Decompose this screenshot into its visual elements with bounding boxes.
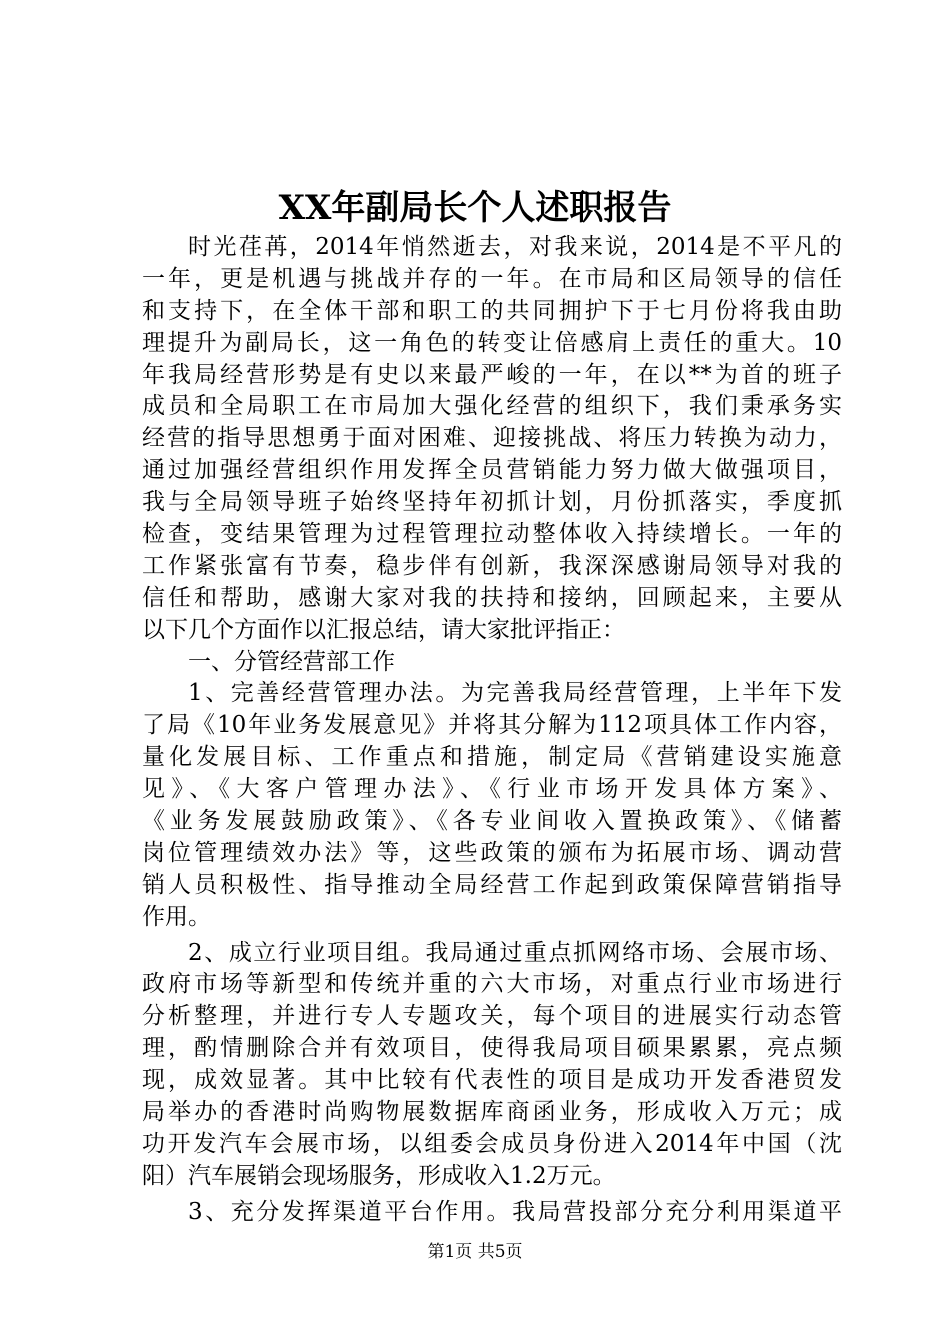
body-line: 作用。: [142, 903, 211, 930]
body-line: 量化发展目标、工作重点和措施，制定局《营销建设实施意: [142, 744, 842, 771]
body-line: 见》、《大客户管理办法》、《行业市场开发具体方案》、: [142, 776, 842, 803]
body-line: 和支持下，在全体干部和职工的共同拥护下于七月份将我由助: [142, 297, 842, 324]
body-line: 了局《10年业务发展意见》并将其分解为112项具体工作内容，: [142, 712, 842, 739]
body-line: 信任和帮助，感谢大家对我的扶持和接纳，回顾起来，主要从: [142, 584, 842, 611]
body-line: 政府市场等新型和传统并重的六大市场，对重点行业市场进行: [142, 971, 842, 998]
body-line: 我与全局领导班子始终坚持年初抓计划，月份抓落实，季度抓: [142, 489, 842, 516]
page-footer: 第1页 共5页: [427, 1242, 523, 1262]
body-line: 现，成效显著。其中比较有代表性的项目是成功开发香港贸发: [142, 1067, 842, 1094]
body-line: 销人员积极性、指导推动全局经营工作起到政策保障营销指导: [142, 871, 842, 898]
body-line: 检查，变结果管理为过程管理拉动整体收入持续增长。一年的: [142, 521, 842, 548]
body-line: 3、充分发挥渠道平台作用。我局营投部分充分利用渠道平: [188, 1198, 842, 1225]
body-line: 《业务发展鼓励政策》、《各专业间收入置换政策》、《储蓄: [142, 808, 842, 835]
document-body: [142, 232, 842, 1229]
body-line: 一年，更是机遇与挑战并存的一年。在市局和区局领导的信任: [142, 265, 842, 292]
body-line: 1、完善经营管理办法。为完善我局经营管理，上半年下发: [188, 680, 842, 707]
body-line: 阳）汽车展销会现场服务，形成收入1.2万元。: [142, 1162, 616, 1189]
body-line: 工作紧张富有节奏，稳步伴有创新，我深深感谢局领导对我的: [142, 552, 842, 579]
body-line: 经营的指导思想勇于面对困难、迎接挑战、将压力转换为动力，: [142, 425, 842, 452]
body-line: 以下几个方面作以汇报总结，请大家批评指正：: [142, 616, 625, 643]
body-line: 局举办的香港时尚购物展数据库商函业务，形成收入万元；成: [142, 1099, 842, 1126]
body-line: 功开发汽车会展市场，以组委会成员身份进入2014年中国（沈: [142, 1130, 842, 1157]
body-line: 年我局经营形势是有史以来最严峻的一年，在以**为首的班子: [142, 361, 842, 388]
body-line: 理提升为副局长，这一角色的转变让倍感肩上责任的重大。10: [142, 329, 842, 356]
body-line: 岗位管理绩效办法》等，这些政策的颁布为拓展市场、调动营: [142, 839, 842, 866]
section-heading: 一、分管经营部工作: [188, 648, 395, 675]
document-title: XX年副局长个人述职报告: [278, 188, 672, 228]
body-line: 理，酌情删除合并有效项目，使得我局项目硕果累累，亮点频: [142, 1035, 842, 1062]
body-line: 分析整理，并进行专人专题攻关，每个项目的进展实行动态管: [142, 1003, 842, 1030]
body-line: 成员和全局职工在市局加大强化经营的组织下，我们秉承务实: [142, 393, 842, 420]
body-line: 2、成立行业项目组。我局通过重点抓网络市场、会展市场、: [188, 939, 842, 966]
body-line: 时光荏苒，2014年悄然逝去，对我来说，2014是不平凡的: [188, 234, 842, 260]
body-line: 通过加强经营组织作用发挥全员营销能力努力做大做强项目，: [142, 457, 842, 484]
